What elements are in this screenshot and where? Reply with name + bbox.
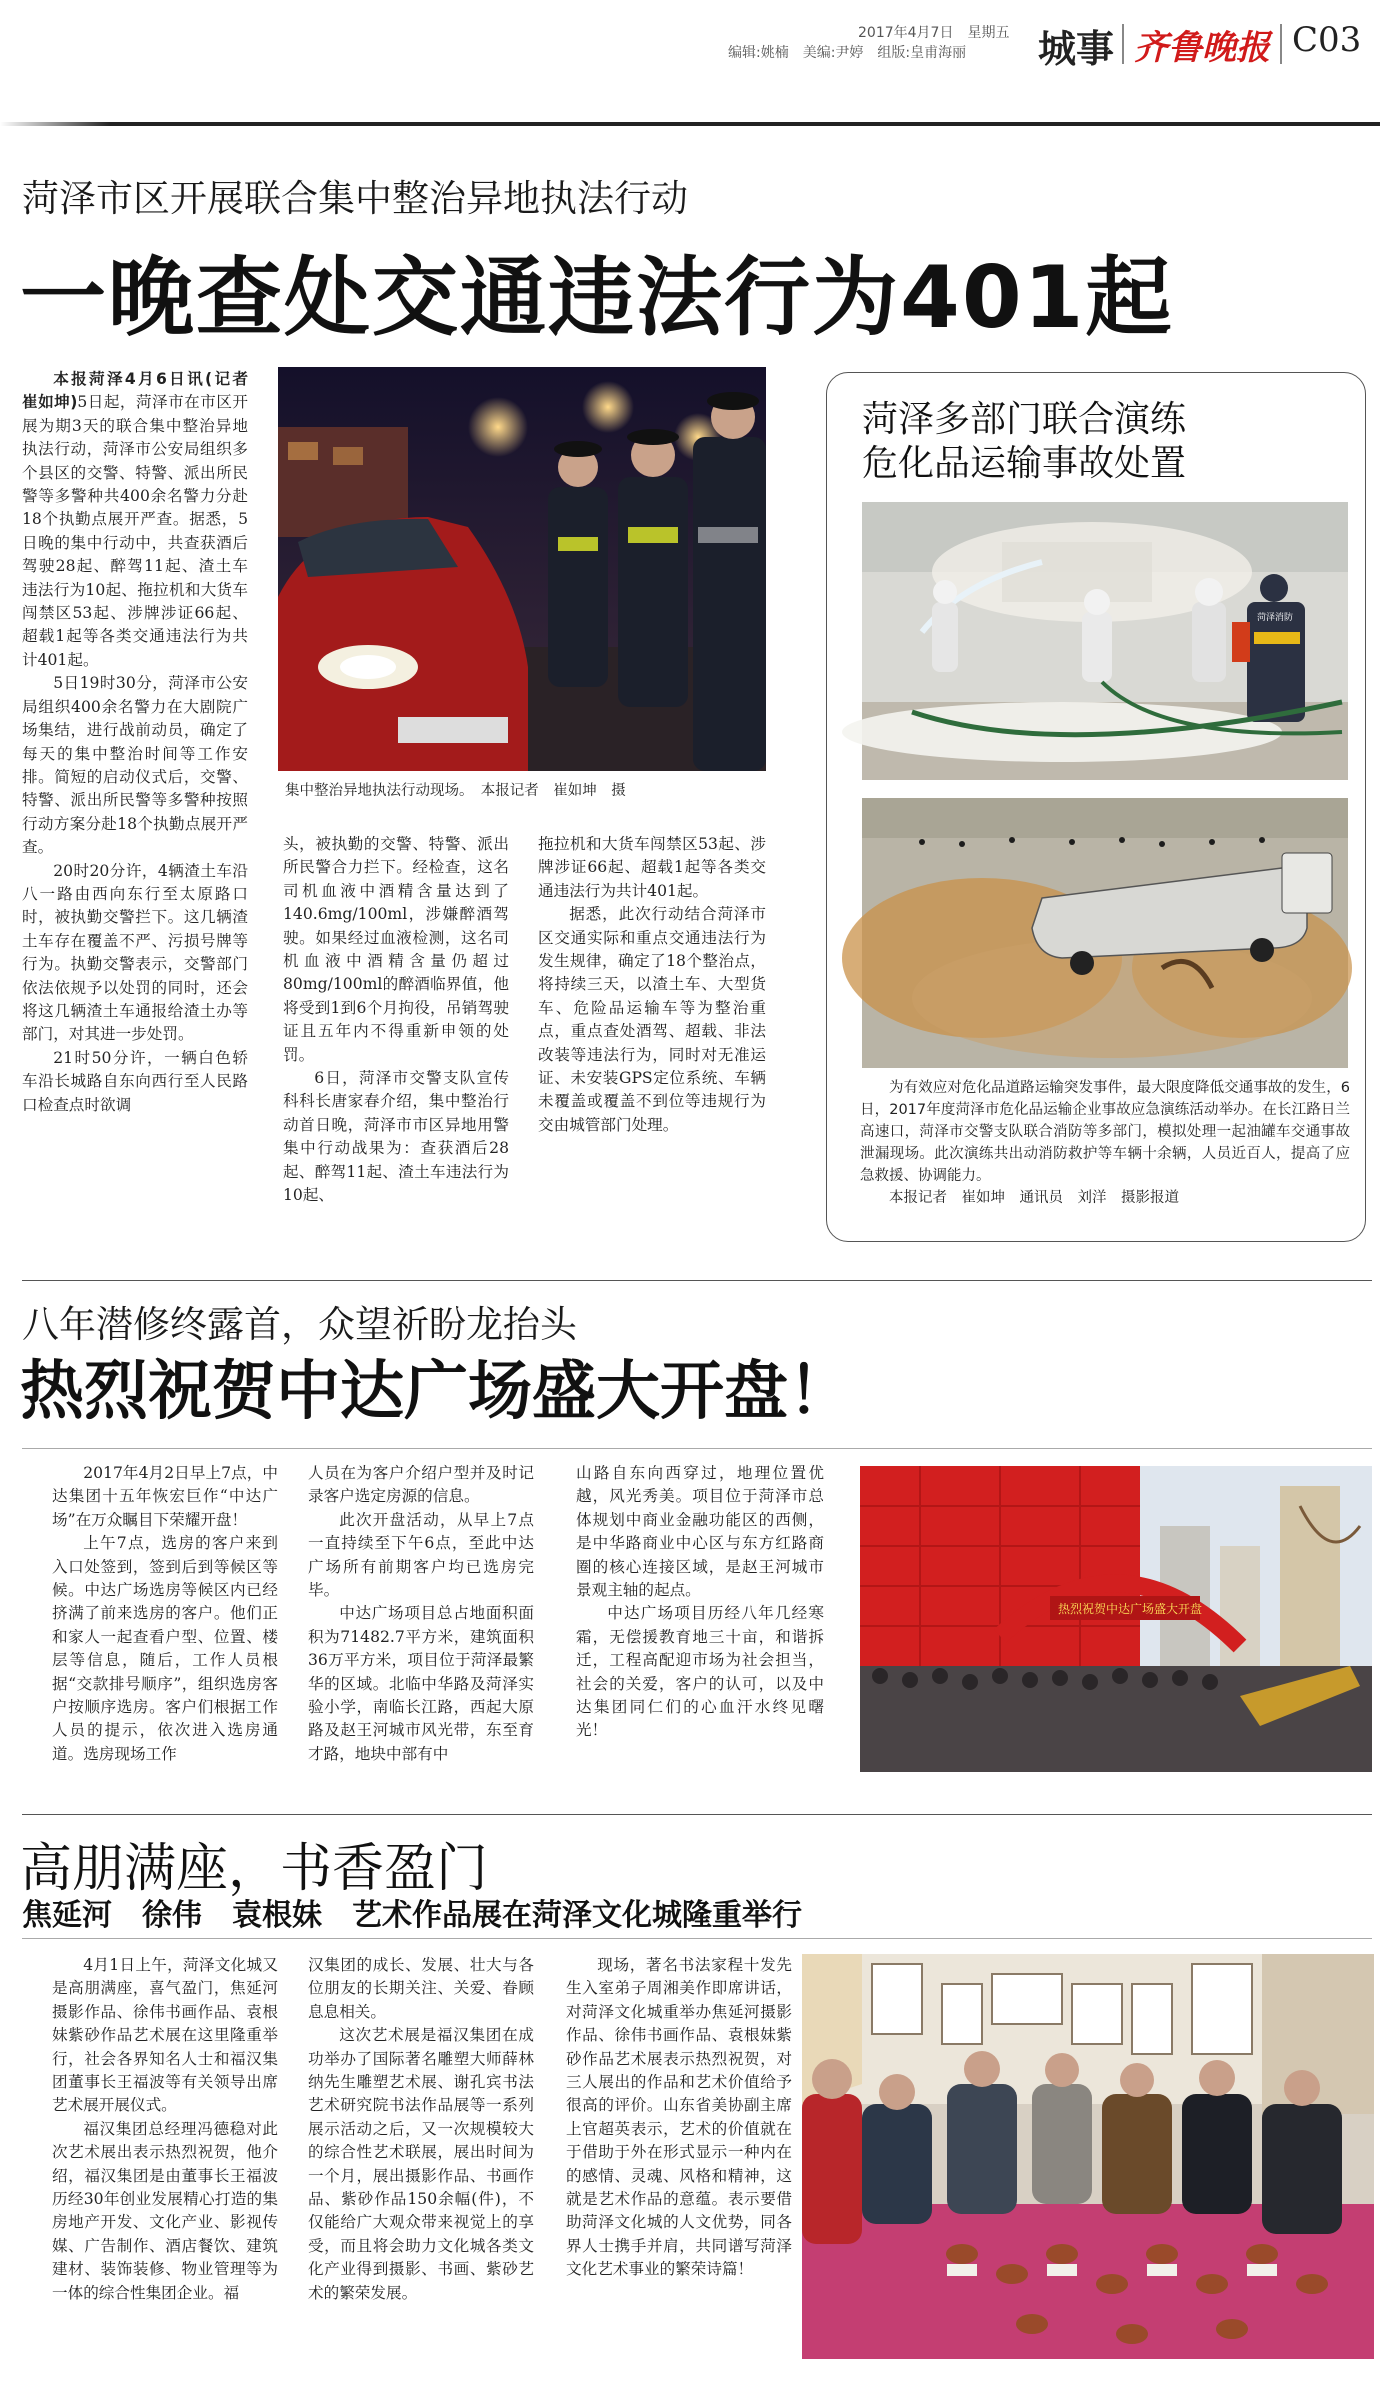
story2-column-2 (308, 1462, 534, 1802)
story3-column-3 (566, 1954, 792, 2374)
sidebar-title-line2: 危化品运输事故处置 (862, 443, 1187, 484)
story2-rule (22, 1448, 1372, 1449)
page-number: C03 (1292, 20, 1362, 60)
sidebar-title (862, 398, 1186, 486)
story2-col1-p1: 2017年4月2日早上7点，中达集团十五年恢宏巨作“中达广场”在万众瞩目下荣耀开盘！ (52, 1464, 278, 1529)
story3-subhead: 焦延河 徐伟 袁根妹 艺术作品展在菏泽文化城隆重举行 (22, 1898, 802, 1933)
story2-column-3 (576, 1462, 824, 1802)
story1-col3-p1: 拖拉机和大货车闯禁区53起、涉牌涉证66起、超载1起等各类交通违法行为共计401起。 (538, 835, 766, 900)
story3-col1-p1: 4月1日上午，菏泽文化城又是高朋满座，喜气盈门，焦延河摄影作品、徐伟书画作品、袁根妹紫砂作品艺术展在这里隆重举行，社会各界知名人士和福汉集团董事长王福波等有关领导出席艺术展开展仪式。 (52, 1956, 278, 2115)
story2-photo (860, 1466, 1372, 1772)
section-name: 城事 (1038, 27, 1115, 71)
sidebar-credit: 本报记者 崔如坤 通讯员 刘洋 摄影报道 (889, 1190, 1179, 1206)
sidebar-photo-2 (862, 798, 1348, 1068)
story3-rule (22, 1938, 1372, 1939)
story1-photo (278, 367, 766, 771)
story1-photo-caption: 集中整治异地执法行动现场。 本报记者 崔如坤 摄 (285, 783, 626, 799)
masthead-divider (1122, 24, 1124, 64)
story1-col2-p1: 头，被执勤的交警、特警、派出所民警合力拦下。经检查，这名司机血液中酒精含量达到了140.6mg/100ml，涉嫌醉酒驾驶。如果经过血液检测，这名司机血液中酒精含量仍超过80mg/100ml的醉酒临界值，他将受到1到6个月拘役，吊销驾驶证且五年内不得重新申领的处罚。 (283, 835, 509, 1064)
story3-column-1 (52, 1954, 278, 2374)
story2-column-1 (52, 1462, 278, 1802)
masthead-rule (0, 122, 1380, 126)
masthead-staff: 编辑:姚楠 美编:尹婷 组版:皇甫海丽 (728, 45, 967, 61)
story3-col1-p2: 福汉集团总经理冯德稳对此次艺术展出表示热烈祝贺，他介绍，福汉集团是由董事长王福波历经30年创业发展精心打造的集房地产开发、文化产业、影视传媒、广告制作、酒店餐饮、建筑建材、装饰装修、物业管理等为一体的综合性集团企业。福 (52, 2119, 278, 2302)
story2-col1-p2: 上午7点，选房的客户来到入口处签到，签到后到等候区等候。中达广场选房等候区内已经挤满了前来选房的客户。他们正和家人一起查看户型、位置、楼层等信息，随后，工作人员根据“交款排号顺序”，组织选房客户按顺序选房。客户们根据工作人员的提示，依次进入选房通道。选房现场工作 (52, 1534, 278, 1763)
sidebar-caption-text: 为有效应对危化品道路运输突发事件，最大限度降低交通事故的发生，6日，2017年度菏泽市危化品运输企业事故应急演练活动举办。在长江路日兰高速口，菏泽市交警支队联合消防等多部门，模拟处理一起油罐车交通事故泄漏现场。此次演练共出动消防救护等车辆十余辆，人员近百人，提高了应急救援、协调能力。 (860, 1080, 1350, 1184)
story1-col1-p3: 20时20分许，4辆渣土车沿八一路由西向东行至太原路口时，被执勤交警拦下。这几辆渣土车存在覆盖不严、污损号牌等行为。执勤交警表示，交警部门依法依规予以处罚的同时，还会将这几辆渣土车通报给渣土办等部门，对其进一步处罚。 (22, 861, 248, 1044)
story1-col2-p2: 6日，菏泽市交警支队宣传科科长唐家春介绍，集中整治行动首日晚，菏泽市市区异地用警集中行动战果为：查获酒后28起、醉驾11起、渣土车违法行为10起、 (283, 1069, 509, 1205)
section-divider (22, 1814, 1372, 1815)
story2-col3-p2: 中达广场项目历经八年几经寒霜，无偿援教育地三十亩，和谐拆迁，工程高配迎市场为社会担当，社会的关爱，客户的认可，以及中达集团同仁们的心血汗水终见曙光！ (576, 1604, 824, 1740)
story3-col2-p2: 这次艺术展是福汉集团在成功举办了国际著名雕塑大师薛林纳先生雕塑艺术展、谢孔宾书法艺术研究院书法作品展等一系列展示活动之后，又一次规模较大的综合性艺术联展，展出时间为一个月，展出摄影作品、书画作品、紫砂作品150余幅(件)，不仅能给广大观众带来视觉上的享受，而且将会助力文化城各类文化产业得到摄影、书画、紫砂艺术的繁荣发展。 (308, 2026, 534, 2302)
story2-col3-p1: 山路自东向西穿过，地理位置优越，风光秀美。项目位于菏泽市总体规划中商业金融功能区的西侧，是中华路商业中心区与东方红路商圈的核心连接区域，是赵王河城市景观主轴的起点。 (576, 1464, 824, 1600)
story2-headline: 热烈祝贺中达广场盛大开盘！ (20, 1355, 852, 1429)
story2-col2-p1: 人员在为客户介绍户型并及时记录客户选定房源的信息。 (308, 1464, 534, 1506)
story3-headline: 高朋满座，书香盈门 (20, 1839, 489, 1899)
story1-kicker: 菏泽市区开展联合集中整治异地执法行动 (22, 177, 688, 220)
story3-column-2 (308, 1954, 534, 2374)
story3-col2-p1: 汉集团的成长、发展、壮大与各位朋友的长期关注、关爱、眷顾息息相关。 (308, 1956, 534, 2021)
story1-column-1 (22, 368, 264, 1200)
masthead (0, 0, 1395, 135)
story2-col2-p2: 此次开盘活动，从早上7点一直持续至下午6点，至此中达广场所有前期客户均已选房完毕。 (308, 1510, 534, 1600)
story1-column-3 (538, 833, 766, 1253)
story1-col1-p4: 21时50分许，一辆白色轿车沿长城路自东向西行至人民路口检查点时欲调 (22, 1048, 248, 1114)
story1-column-2 (283, 833, 509, 1253)
story1-dateline: 本报菏泽4月6日讯(记者 崔如坤) (22, 370, 264, 412)
paper-logo: 齐鲁晚报 (1134, 28, 1270, 68)
story3-col3-p1: 现场，著名书法家程十发先生入室弟子周湘美作即席讲话，对菏泽文化城重举办焦延河摄影作品、徐伟书画作品、袁根妹紫砂作品艺术展表示热烈祝贺，对三人展出的作品和艺术价值给予很高的评价。山东省美协副主席上官超英表示，艺术的价值就在于借助于外在形式显示一种内在的感情、灵魂、风格和精神，这就是艺术作品的意蕴。表示要借助菏泽文化城的人文优势，同各界人士携手并肩，共同谱写菏泽文化艺术事业的繁荣诗篇！ (566, 1956, 792, 2279)
masthead-date: 2017年4月7日 星期五 (858, 25, 1010, 41)
story1-col3-p2: 据悉，此次行动结合菏泽市区交通实际和重点交通违法行为发生规律，确定了18个整治点，将持续三天，以渣土车、大型货车、危险品运输车等为整治重点，重点查处酒驾、超载、非法改装等违法行为，同时对无准运证、未安装GPS定位系统、车辆未覆盖或覆盖不到位等违规行为交由城管部门处理。 (538, 905, 766, 1134)
story2-kicker: 八年潜修终露首，众望祈盼龙抬头 (22, 1303, 577, 1346)
sidebar-caption (860, 1077, 1350, 1209)
story1-col1-p1: 5日起，菏泽市在市区开展为期3天的联合集中整治异地执法行动，菏泽市公安局组织多个县区的交警、特警、派出所民警等多警种共400余名警力分赴18个执勤点展开严查。据悉，5日晚的集中行动中，共查获酒后驾驶28起、醉驾11起、渣土车违法行为10起、拖拉机和大货车闯禁区53起、涉牌涉证66起、超载1起等各类交通违法行为共计401起。 (22, 393, 248, 669)
section-divider (22, 1280, 1372, 1281)
sidebar-photo-1 (862, 502, 1348, 780)
story1-col1-p2: 5日19时30分，菏泽市公安局组织400余名警力在大剧院广场集结，进行战前动员，确定了每天的集中整治时间等工作安排。简短的启动仪式后，交警、特警、派出所民警等多警种按照行动方案分赴18个执勤点展开严查。 (22, 674, 248, 857)
masthead-divider (1280, 24, 1282, 64)
story2-col2-p3: 中达广场项目总占地面积面积为71482.7平方米，建筑面积36万平方米，项目位于菏泽最繁华的区域。北临中华路及菏泽实验小学，南临长江路，西起大原路及赵王河城市风光带，东至育才路，地块中部有中 (308, 1604, 534, 1763)
story1-headline: 一晚查处交通违法行为401起 (20, 248, 1174, 348)
sidebar-title-line1: 菏泽多部门联合演练 (862, 399, 1187, 440)
story3-photo (802, 1954, 1374, 2359)
banner-text: 热烈祝贺中达广场盛大开盘 (1058, 1602, 1203, 1616)
uniform-text: 菏泽消防 (1257, 613, 1294, 623)
